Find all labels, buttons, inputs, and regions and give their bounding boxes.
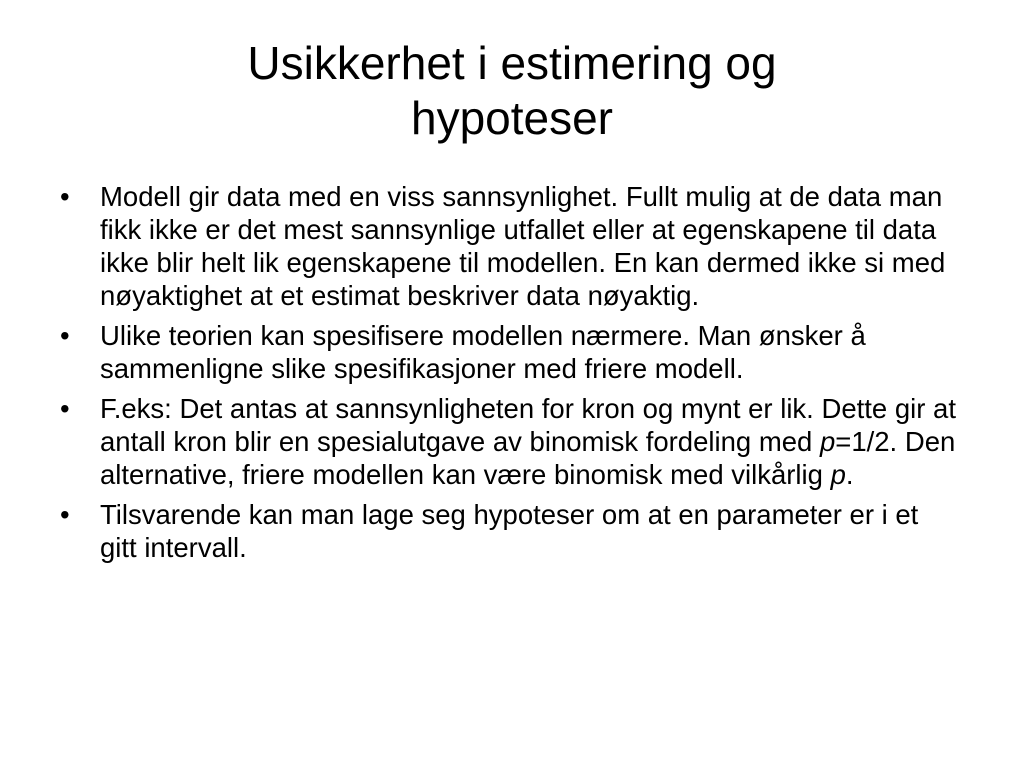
- bullet-text-part: =1/2. Den alternative, friere modellen kan være binomisk med vilkårlig: [100, 426, 956, 490]
- variable-p: p: [819, 426, 836, 457]
- slide-title: [112, 36, 912, 146]
- bullet-text: Ulike teorien kan spesifisere modellen nærmere. Man ønsker å sammenligne slike spesifikasjoner med friere modell.: [100, 320, 866, 384]
- bullet-text-part: .: [845, 459, 854, 490]
- bullet-item: [60, 319, 960, 385]
- variable-p: p: [830, 459, 846, 490]
- bullet-text-part: F.eks: Det antas at sannsynligheten for kron og mynt er lik. Dette gir at antall kron blir en spesialutgave av binomisk fordeling med: [100, 393, 956, 457]
- bullet-item: [60, 498, 960, 564]
- slide-title-line-2: hypoteser: [410, 92, 613, 144]
- bullet-icon: •: [60, 499, 70, 530]
- bullet-list: [60, 180, 960, 571]
- bullet-item: [60, 392, 960, 491]
- bullet-item: [60, 180, 960, 312]
- bullet-text: Modell gir data med en viss sannsynlighet. Fullt mulig at de data man fikk ikke er det mest sannsynlige utfallet eller at egenskapene til data ikke blir helt lik egenskapene til modellen. En kan dermed ikke si med nøyaktighet at et estimat beskriver data nøyaktig.: [100, 181, 946, 311]
- bullet-icon: •: [60, 181, 70, 212]
- bullet-text: [100, 393, 956, 490]
- bullet-icon: •: [60, 320, 70, 351]
- bullet-text: Tilsvarende kan man lage seg hypoteser om at en parameter er i et gitt intervall.: [100, 499, 919, 563]
- bullet-icon: •: [60, 393, 70, 424]
- slide-title-line-1: Usikkerhet i estimering og: [247, 37, 777, 89]
